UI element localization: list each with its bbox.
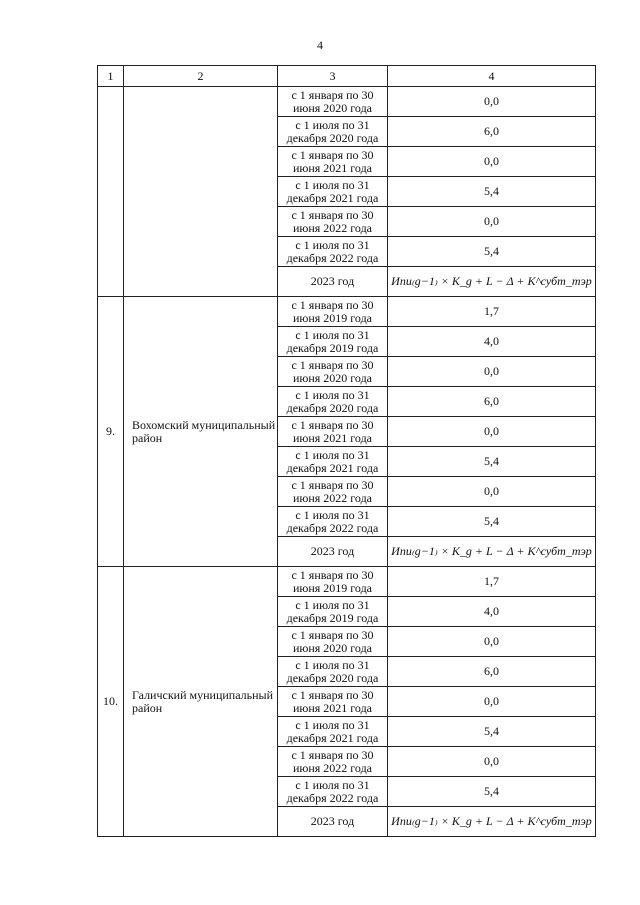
period-cell: с 1 июля по 31 декабря 2021 года: [278, 447, 388, 477]
period-cell: с 1 января по 30 июня 2021 года: [278, 417, 388, 447]
index-value-cell: 0,0: [388, 627, 596, 657]
district-name: Галичский муниципальный район: [124, 567, 278, 837]
index-value-cell: 0,0: [388, 477, 596, 507]
index-value-cell: 5,4: [388, 177, 596, 207]
district-name: [124, 87, 278, 297]
index-value-cell: 6,0: [388, 657, 596, 687]
period-cell: с 1 июля по 31 декабря 2022 года: [278, 507, 388, 537]
header-cell-2: 2: [124, 66, 278, 87]
index-value-cell: 5,4: [388, 447, 596, 477]
index-value-cell: 0,0: [388, 207, 596, 237]
period-cell: с 1 января по 30 июня 2021 года: [278, 687, 388, 717]
index-value-cell: 0,0: [388, 147, 596, 177]
index-value-cell: 0,0: [388, 87, 596, 117]
period-cell: с 1 января по 30 июня 2020 года: [278, 627, 388, 657]
index-value-cell: 5,4: [388, 237, 596, 267]
index-value-cell: 0,0: [388, 687, 596, 717]
period-cell: 2023 год: [278, 267, 388, 297]
period-cell: с 1 июля по 31 декабря 2019 года: [278, 327, 388, 357]
row-number: 10.: [98, 567, 124, 837]
formula-cell: Иnu₍g−1₎ × K_g + L − Δ + K^субт_тэр: [388, 807, 596, 837]
period-cell: 2023 год: [278, 807, 388, 837]
period-cell: с 1 июля по 31 декабря 2019 года: [278, 597, 388, 627]
period-cell: с 1 января по 30 июня 2022 года: [278, 747, 388, 777]
index-value-cell: 4,0: [388, 597, 596, 627]
index-value-cell: 0,0: [388, 417, 596, 447]
index-value-cell: 4,0: [388, 327, 596, 357]
header-cell-1: 1: [98, 66, 124, 87]
formula-cell: Иnu₍g−1₎ × K_g + L − Δ + K^субт_тэр: [388, 537, 596, 567]
header-cell-3: 3: [278, 66, 388, 87]
table-row: [98, 297, 596, 327]
index-value-cell: 0,0: [388, 357, 596, 387]
period-cell: с 1 января по 30 июня 2021 года: [278, 147, 388, 177]
row-number: 9.: [98, 297, 124, 567]
index-value-cell: 6,0: [388, 387, 596, 417]
index-value-cell: 1,7: [388, 567, 596, 597]
period-cell: с 1 июля по 31 декабря 2022 года: [278, 777, 388, 807]
period-cell: с 1 января по 30 июня 2020 года: [278, 357, 388, 387]
period-cell: с 1 июля по 31 декабря 2021 года: [278, 717, 388, 747]
period-cell: с 1 января по 30 июня 2019 года: [278, 297, 388, 327]
period-cell: 2023 год: [278, 537, 388, 567]
period-cell: с 1 января по 30 июня 2022 года: [278, 207, 388, 237]
index-value-cell: 0,0: [388, 747, 596, 777]
period-cell: с 1 июля по 31 декабря 2020 года: [278, 657, 388, 687]
header-row: [98, 66, 596, 87]
period-cell: с 1 января по 30 июня 2020 года: [278, 87, 388, 117]
page-number: 4: [317, 38, 323, 52]
index-value-cell: 6,0: [388, 117, 596, 147]
tariff-table: [97, 65, 596, 837]
period-cell: с 1 июля по 31 декабря 2020 года: [278, 387, 388, 417]
index-value-cell: 1,7: [388, 297, 596, 327]
period-cell: с 1 июля по 31 декабря 2022 года: [278, 237, 388, 267]
index-value-cell: 5,4: [388, 717, 596, 747]
district-name: Вохомский муниципальный район: [124, 297, 278, 567]
table-row: [98, 87, 596, 117]
header-cell-4: 4: [388, 66, 596, 87]
index-value-cell: 5,4: [388, 507, 596, 537]
period-cell: с 1 июля по 31 декабря 2020 года: [278, 117, 388, 147]
index-value-cell: 5,4: [388, 777, 596, 807]
formula-cell: Иnu₍g−1₎ × K_g + L − Δ + K^субт_тэр: [388, 267, 596, 297]
period-cell: с 1 января по 30 июня 2022 года: [278, 477, 388, 507]
row-number: [98, 87, 124, 297]
period-cell: с 1 января по 30 июня 2019 года: [278, 567, 388, 597]
table-row: [98, 567, 596, 597]
period-cell: с 1 июля по 31 декабря 2021 года: [278, 177, 388, 207]
table-body: [98, 66, 596, 837]
